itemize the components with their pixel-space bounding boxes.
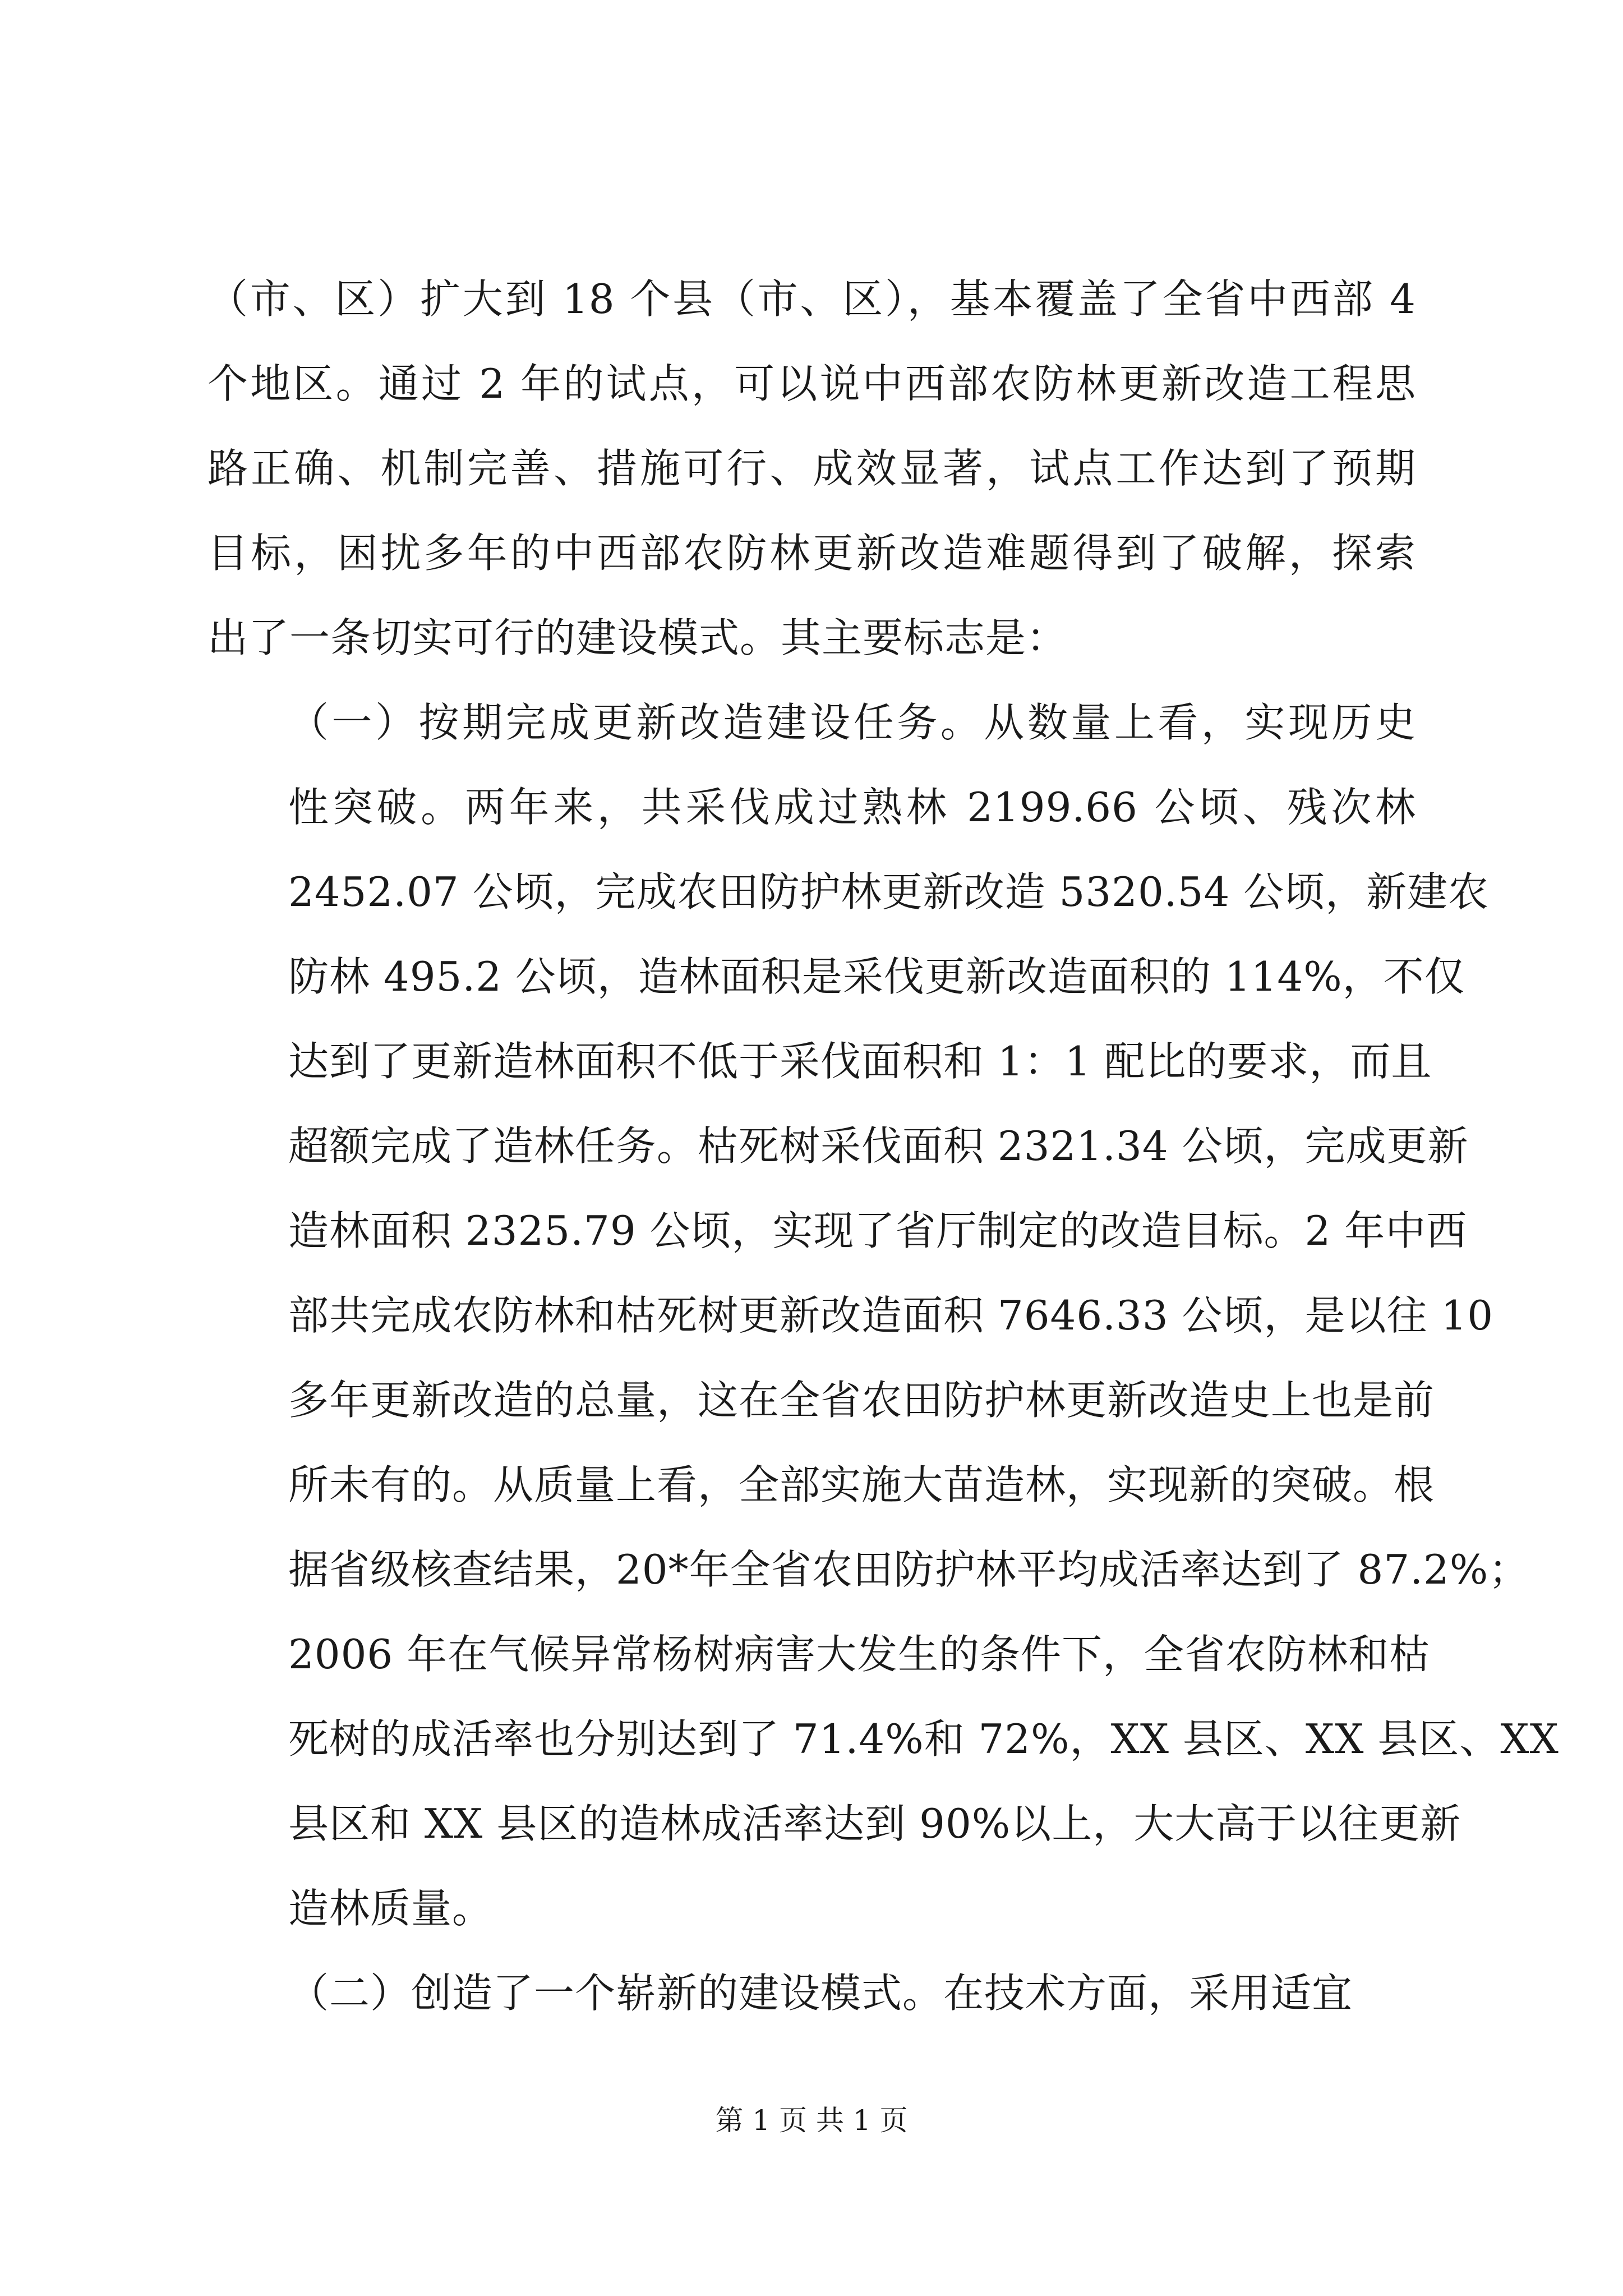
text-line: 出了一条切实可行的建设模式。其主要标志是： <box>208 614 1068 661</box>
text-line: 部共完成农防林和枯死树更新改造面积 7646.33 公顷，是以往 10 <box>288 1292 1494 1339</box>
text-line: 目标，困扰多年的中西部农防林更新改造难题得到了破解，探索 <box>208 530 1416 577</box>
text-line: （市、区）扩大到 18 个县（市、区），基本覆盖了全省中西部 4 <box>208 275 1416 323</box>
text-line: 路正确、机制完善、措施可行、成效显著，试点工作达到了预期 <box>208 445 1416 492</box>
text-line: 超额完成了造林任务。枯死树采伐面积 2321.34 公顷，完成更新 <box>288 1122 1469 1170</box>
paragraph <box>208 257 1416 680</box>
text-line: 多年更新改造的总量，这在全省农田防护林更新改造史上也是前 <box>288 1377 1435 1424</box>
text-line: 个地区。通过 2 年的试点，可以说中西部农防林更新改造工程思 <box>208 360 1416 407</box>
text-line: 县区和 XX 县区的造林成活率达到 90%以上，大大高于以往更新 <box>288 1800 1461 1847</box>
text-line: 2006 年在气候异常杨树病害大发生的条件下，全省农防林和枯 <box>288 1631 1431 1678</box>
paragraph <box>208 680 1559 1951</box>
text-line: 据省级核查结果，20*年全省农田防护林平均成活率达到了 87.2%； <box>288 1546 1530 1593</box>
text-line: 造林面积 2325.79 公顷，实现了省厅制定的改造目标。2 年中西 <box>288 1207 1468 1254</box>
text-line: 防林 495.2 公顷，造林面积是采伐更新改造面积的 114%，不仅 <box>288 953 1465 1000</box>
text-line: （一）按期完成更新改造建设任务。从数量上看，实现历史 <box>288 699 1416 746</box>
text-line: 造林质量。 <box>288 1885 494 1932</box>
text-line: 性突破。两年来，共采伐成过熟林 2199.66 公顷、残次林 <box>288 784 1416 831</box>
paragraph <box>208 1951 1416 2036</box>
document-body <box>208 257 1559 2036</box>
text-line: 达到了更新造林面积不低于采伐面积和 1：1 配比的要求，而且 <box>288 1038 1432 1085</box>
text-line: 所未有的。从质量上看，全部实施大苗造林，实现新的突破。根 <box>288 1461 1435 1508</box>
text-line: 2452.07 公顷，完成农田防护林更新改造 5320.54 公顷，新建农 <box>288 868 1490 915</box>
text-line: （二）创造了一个崭新的建设模式。在技术方面，采用适宜 <box>288 1970 1353 2017</box>
page-footer: 第 1 页 共 1 页 <box>715 2104 908 2137</box>
text-line: 死树的成活率也分别达到了 71.4%和 72%，XX 县区、XX 县区、XX <box>288 1715 1559 1763</box>
